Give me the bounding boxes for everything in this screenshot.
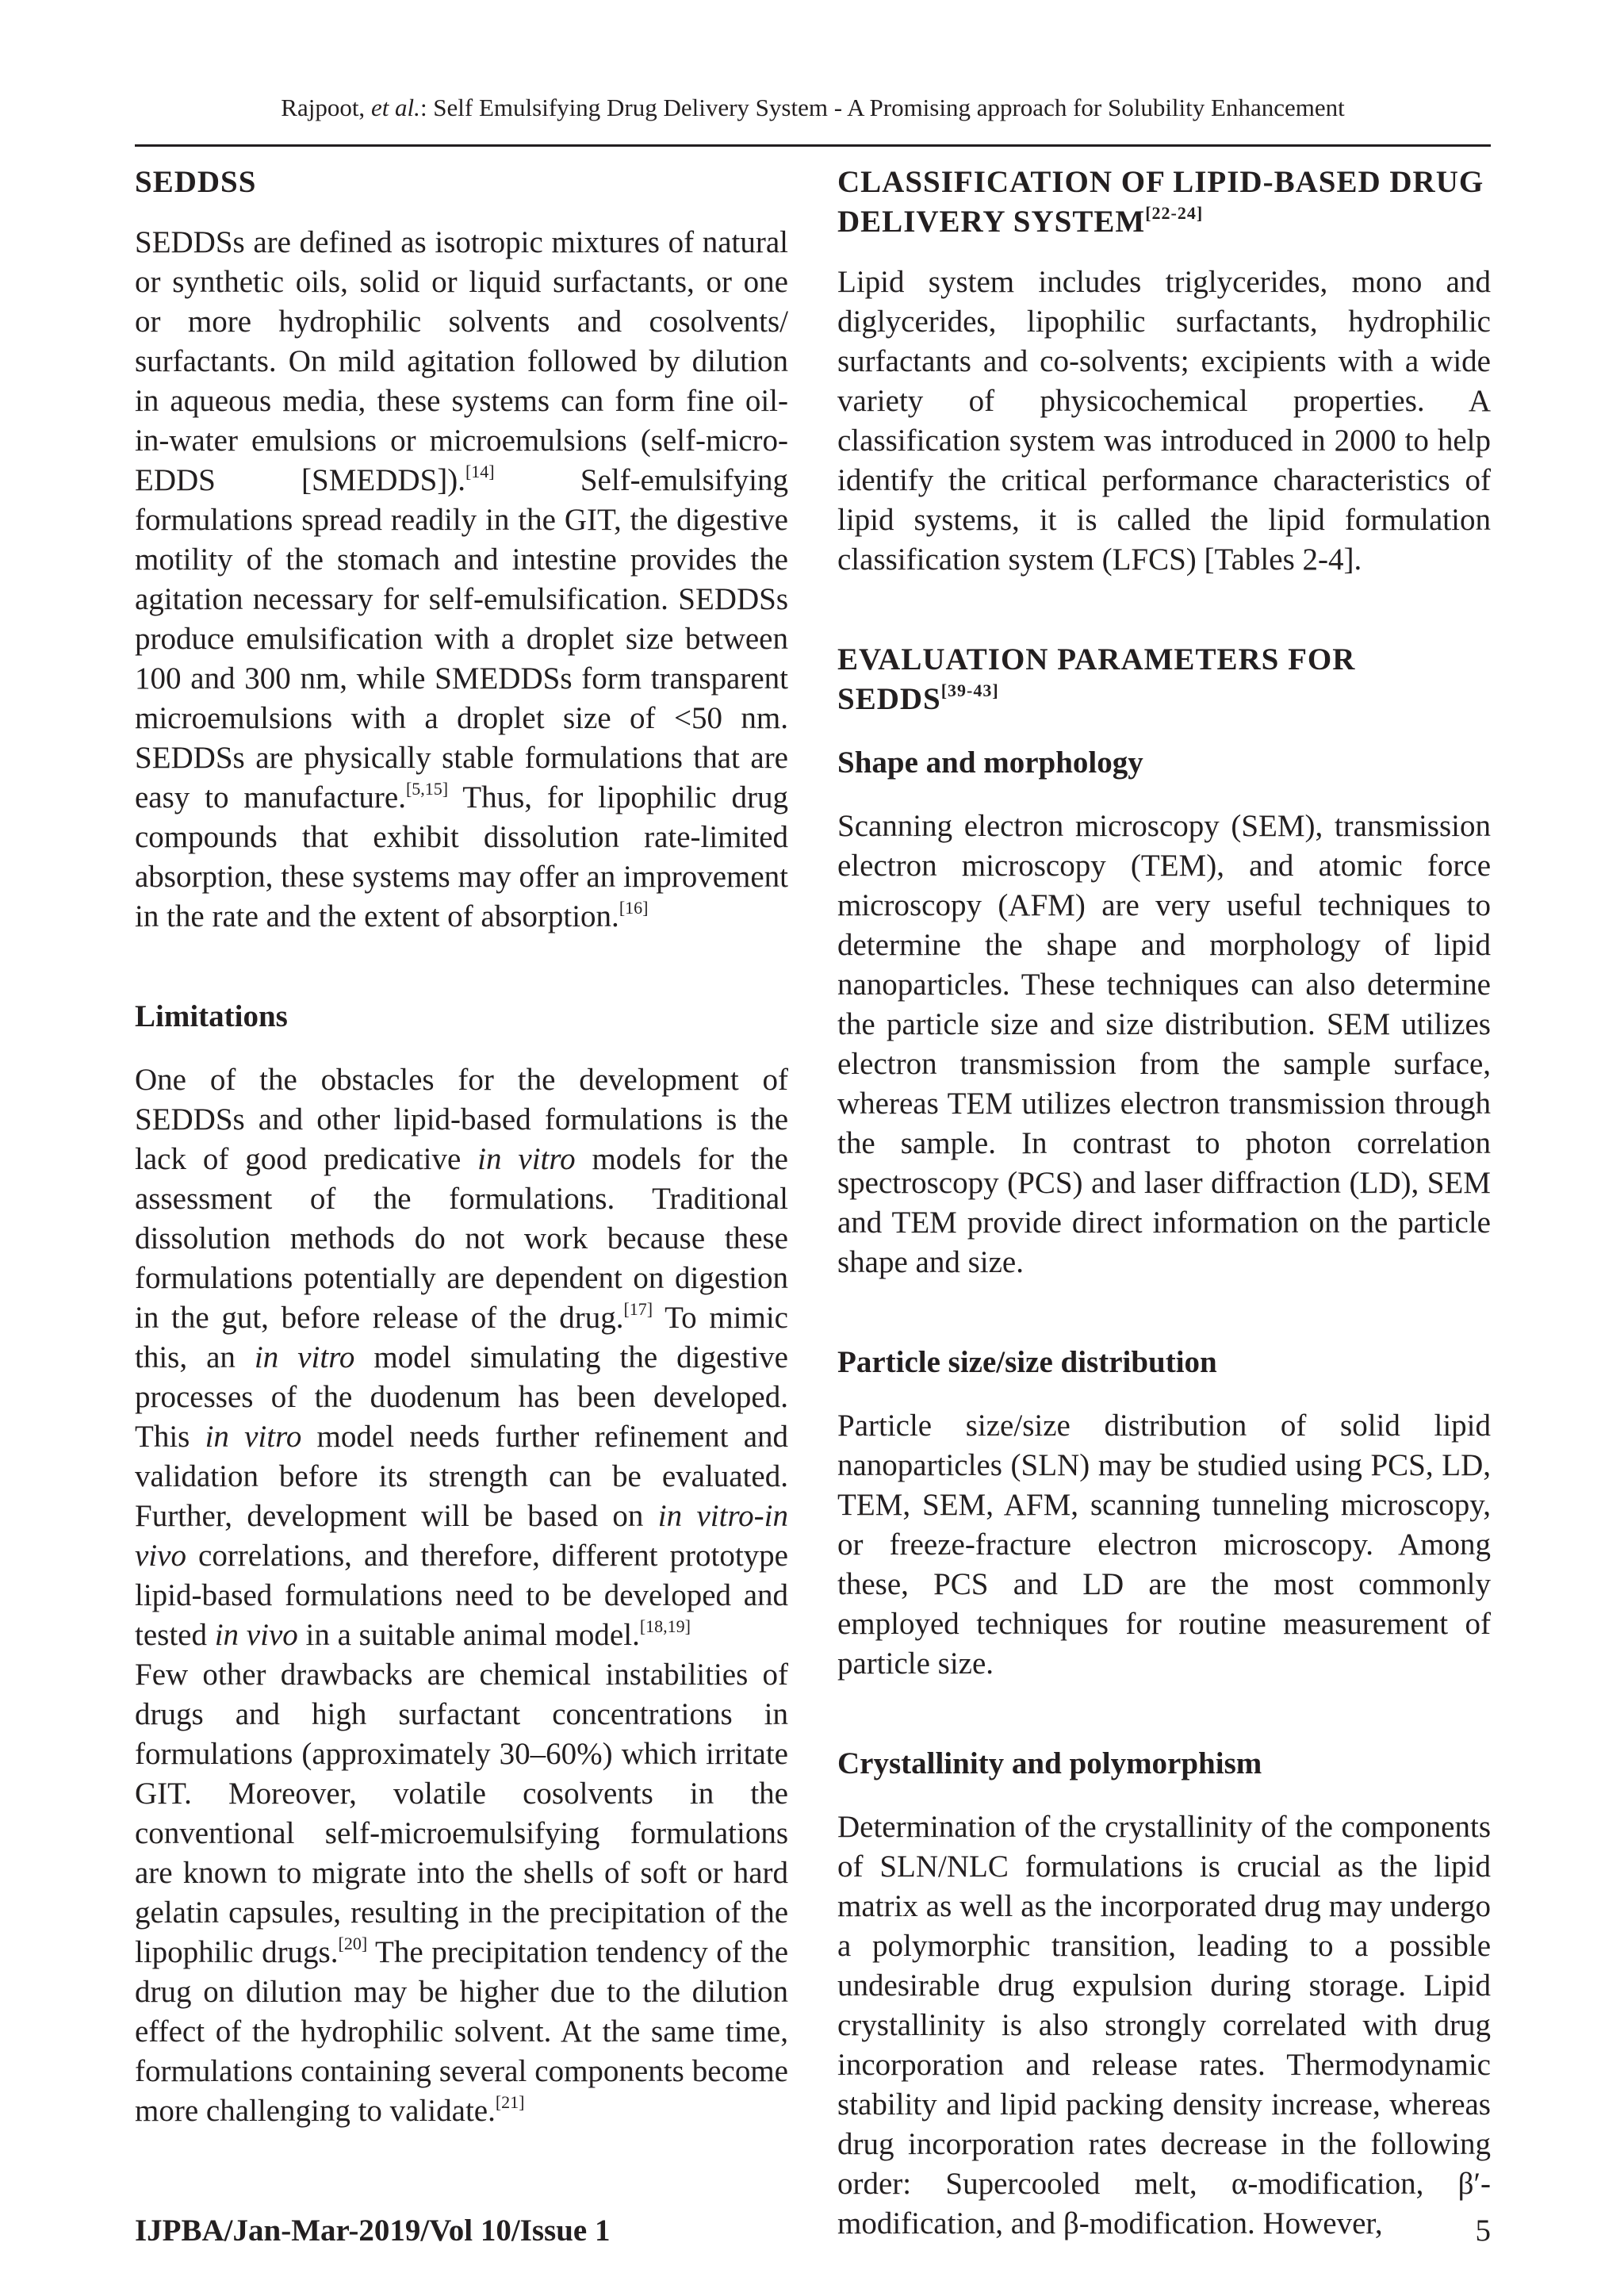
citation: [18,19] [639, 1616, 691, 1636]
header-title: : Self Emulsifying Drug Delivery System - A Promising approach for Solubility Enhancement [419, 94, 1345, 121]
crystallinity-paragraph: Determination of the crystallinity of the components of SLN/NLC formulations is crucial as the lipid matrix as well as the incorporated drug may undergo a polymorphic transition, leading to a possible undesirable drug expulsion during storage. Lipid crystallinity is also strongly correlated with drug incorporation and release rates. Thermodynamic stability and lipid packing density increase, whereas drug incorporation rates decrease in the following order: Supercooled melt, α-modification, β′-modification, and β-modification. However, [837, 1810, 1491, 2240]
subsection-heading-shape: Shape and morphology [837, 746, 1143, 780]
header-etal: et al. [370, 94, 420, 121]
running-header [135, 92, 1491, 124]
subsection-heading-limitations: Limitations [135, 999, 288, 1033]
subsection-heading-crystallinity: Crystallinity and polymorphism [837, 1746, 1262, 1780]
limitations-paragraph: One of the obstacles for the development of SEDDSs and other lipid-based formulations is the lack of good predicative in vitro models for the assessment of the formulations. Traditional dissolution methods do not work because these formulations potentially are dependent on digestion in the gut, before release of the drug.[17] To mimic this, an in vitro model simulating the digestive processes of the duodenum has been developed. This in vitro model needs further refinement and validation before its strength can be evaluated. Further, development will be based on in vitro-in vivo correlations, and therefore, different prototype lipid-based formulations need to be developed and tested in vivo in a suitable animal model.[18,19] [135, 1063, 789, 1652]
left-column [135, 163, 788, 2131]
particle-size-paragraph: Particle size/size distribution of solid lipid nanoparticles (SLN) may be studied using PCS, LD, TEM, SEM, AFM, scanning tunneling microscopy, or freeze-fracture electron microscopy. Among these, PCS and LD are the most commonly employed techniques for routine measurement of particle size. [837, 1409, 1491, 1681]
citation: [22-24] [1145, 203, 1204, 223]
section-heading-classification: CLASSIFICATION OF LIPID-BASED DRUG DELIVERY SYSTEM[22-24] [837, 165, 1484, 239]
subsection-heading-particle-size: Particle size/size distribution [837, 1345, 1217, 1379]
seddss-paragraph: SEDDSs are defined as isotropic mixtures of natural or synthetic oils, solid or liquid surfactants, or one or more hydrophilic solvents and cosolvents/ surfactants. On mild agitation followed by dilution in aqueous media, these systems can form fine oil-in-water emulsions or microemulsions (self-micro-EDDS [SMEDDS]).[14] Self-emulsifying formulations spread readily in the GIT, the digestive motility of the stomach and intestine provides the agitation necessary for self-emulsification. SEDDSs produce emulsification with a droplet size between 100 and 300 nm, while SMEDDSs form transparent microemulsions with a droplet size of <50 nm. SEDDSs are physically stable formulations that are easy to manufacture.[5,15] Thus, for lipophilic drug compounds that exhibit dissolution rate-limited absorption, these systems may offer an improvement in the rate and the extent of absorption.[16] [135, 225, 788, 933]
classification-paragraph: Lipid system includes triglycerides, mono and diglycerides, lipophilic surfactants, hydrophilic surfactants and co-solvents; excipients with a wide variety of physicochemical properties. A classification system was introduced in 2000 to help identify the critical performance characteristics of lipid systems, it is called the lipid formulation classification system (LFCS) [Tables 2-4]. [837, 265, 1491, 577]
header-author: Rajpoot, [281, 94, 371, 121]
citation: [16] [619, 898, 649, 918]
citation: [14] [465, 462, 495, 481]
citation: [20] [338, 1934, 368, 1953]
citation: [5,15] [405, 779, 449, 799]
citation: [17] [623, 1299, 653, 1319]
header-rule [135, 144, 1491, 147]
section-heading-seddss: SEDDSS [135, 165, 257, 199]
footer-journal: IJPBA/Jan-Mar-2019/Vol 10/Issue 1 [135, 2214, 611, 2248]
citation: [21] [495, 2092, 525, 2112]
right-column [837, 163, 1491, 2244]
shape-paragraph: Scanning electron microscopy (SEM), transmission electron microscopy (TEM), and atomic force microscopy (AFM) are very useful techniques to determine the shape and morphology of lipid nanoparticles. These techniques can also determine the particle size and size distribution. SEM utilizes electron transmission from the sample surface, whereas TEM utilizes electron transmission through the sample. In contrast to photon correlation spectroscopy (PCS) and laser diffraction (LD), SEM and TEM provide direct information on the particle shape and size. [837, 809, 1491, 1279]
drawbacks-paragraph: Few other drawbacks are chemical instabilities of drugs and high surfactant concentrations in formulations (approximately 30–60%) which irritate GIT. Moreover, volatile cosolvents in the conventional self-microemulsifying formulations are known to migrate into the shells of soft or hard gelatin capsules, resulting in the precipitation of the lipophilic drugs.[20] The precipitation tendency of the drug on dilution may be higher due to the dilution effect of the hydrophilic solvent. At the same time, formulations containing several components become more challenging to validate.[21] [135, 1658, 789, 2128]
citation: [39-43] [940, 680, 999, 700]
page-number: 5 [1475, 2214, 1491, 2248]
section-heading-evaluation: EVALUATION PARAMETERS FOR SEDDS[39-43] [837, 642, 1356, 716]
